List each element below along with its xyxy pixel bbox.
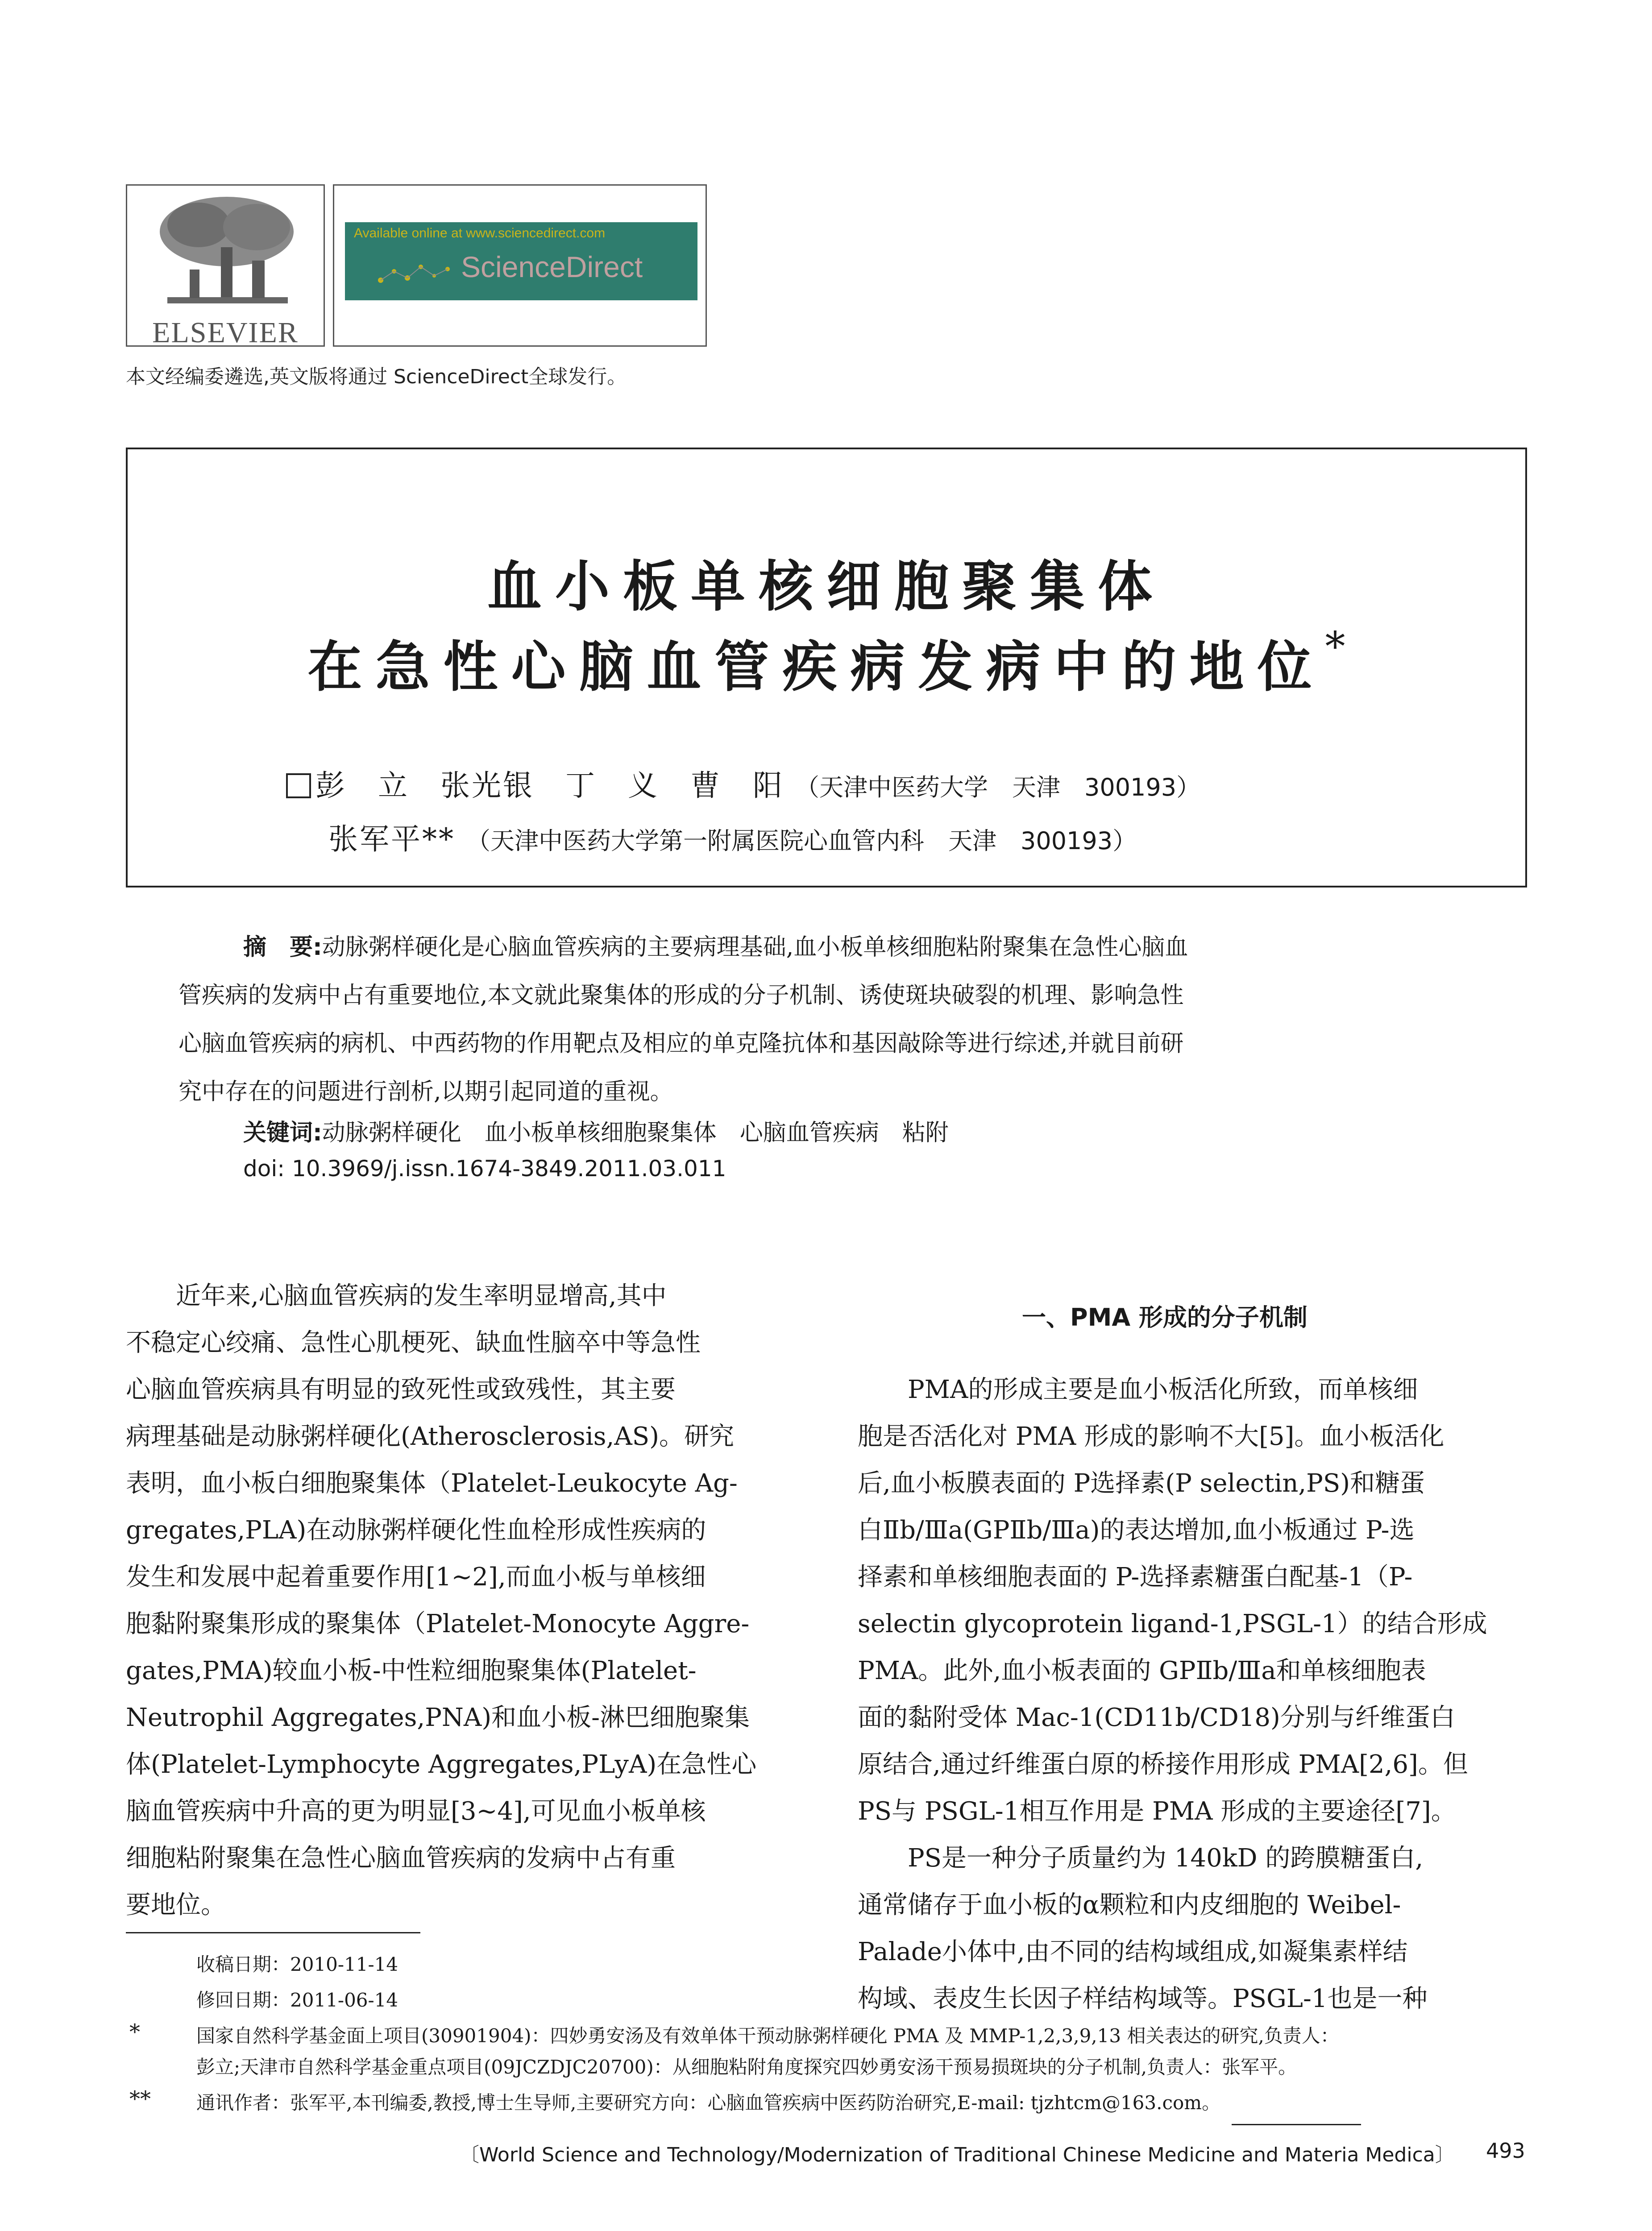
keywords-label: 关键词: <box>243 1120 322 1146</box>
body-line: PMA的形成主要是血小板活化所致，而单核细 <box>858 1375 1418 1404</box>
author-line-1 <box>286 762 1200 804</box>
body-line: 择素和单核细胞表面的 P-选择素糖蛋白配基-1（P- <box>858 1563 1413 1592</box>
body-line: 要地位。 <box>126 1891 226 1920</box>
doi: doi: 10.3969/j.issn.1674-3849.2011.03.011 <box>243 1156 726 1182</box>
title-box <box>126 448 1527 887</box>
author-affiliation-2: （天津中医药大学第一附属医院心血管内科 天津 300193） <box>466 827 1137 855</box>
body-line: 心脑血管疾病具有明显的致死性或致残性，其主要 <box>126 1375 676 1404</box>
footnote-end-rule <box>1232 2124 1361 2125</box>
sciencedirect-logo <box>333 184 707 347</box>
author-affiliation-1: （天津中医药大学 天津 300193） <box>795 773 1201 801</box>
correspondence-mark: ** <box>129 2086 151 2111</box>
author-names-1: 彭 立 张光银 丁 义 曹 阳 <box>315 768 784 803</box>
author-names-2: 张军平** <box>328 822 455 856</box>
body-line: 胞是否活化对 PMA 形成的影响不大[5]。血小板活化 <box>858 1422 1444 1451</box>
body-line: 发生和发展中起着重要作用[1~2],而血小板与单核细 <box>126 1563 706 1592</box>
body-line: 后,血小板膜表面的 P选择素(P selectin,PS)和糖蛋 <box>858 1469 1425 1498</box>
abstract-text: 动脉粥样硬化是心脑血管疾病的主要病理基础,血小板单核细胞粘附聚集在急性心脑血 <box>322 934 1188 961</box>
keywords-text: 动脉粥样硬化 血小板单核细胞聚集体 心脑血管疾病 粘附 <box>322 1120 949 1146</box>
fund-mark: * <box>129 2020 140 2044</box>
fund-line: 国家自然科学基金面上项目(30901904)：四妙勇安汤及有效单体干预动脉粥样硬化 PMA 及 MMP-1,2,3,9,13 相关表达的研究,负责人： <box>196 2025 1339 2047</box>
body-line: Neutrophil Aggregates,PNA)和血小板-淋巴细胞聚集 <box>126 1703 750 1732</box>
body-line: gregates,PLA)在动脉粥样硬化性血栓形成性疾病的 <box>126 1516 706 1545</box>
revised-date: 修回日期：2011-06-14 <box>196 1989 398 2011</box>
body-line: Palade小体中,由不同的结构域组成,如凝集素样结 <box>858 1937 1408 1966</box>
correspondence-line: 通讯作者：张军平,本刊编委,教授,博士生导师,主要研究方向：心脑血管疾病中医药防治研究,E-mail: tjzhtcm@163.com。 <box>196 2092 1221 2114</box>
sciencedirect-wordmark: ScienceDirect <box>461 250 643 283</box>
page-number: 493 <box>1486 2139 1525 2163</box>
received-date: 收稿日期：2010-11-14 <box>196 1953 398 1975</box>
body-line: 不稳定心绞痛、急性心肌梗死、缺血性脑卒中等急性 <box>126 1328 701 1357</box>
sciencedirect-availability: Available online at www.sciencedirect.com <box>354 226 606 241</box>
body-line: 细胞粘附聚集在急性心脑血管疾病的发病中占有重 <box>126 1844 676 1873</box>
abstract-label: 摘 要: <box>243 934 322 961</box>
body-line: PS是一种分子质量约为 140kD 的跨膜糖蛋白, <box>858 1844 1424 1873</box>
fund-line: 彭立;天津市自然科学基金重点项目(09JCZDJC20700)：从细胞粘附角度探究四妙勇安汤干预易损斑块的分子机制,负责人：张军平。 <box>196 2056 1297 2078</box>
body-line: 胞黏附聚集形成的聚集体（Platelet-Monocyte Aggre- <box>126 1609 750 1638</box>
elsevier-wordmark: ELSEVIER <box>152 316 299 349</box>
keywords-line <box>243 1114 949 1147</box>
body-line: selectin glycoprotein ligand-1,PSGL-1）的结合形成 <box>858 1609 1487 1638</box>
title-footnote-mark: * <box>1325 623 1345 670</box>
title-line-1-text: 血小板单核细胞聚集体 <box>487 554 1166 618</box>
body-line: PS与 PSGL-1相互作用是 PMA 形成的主要途径[7]。 <box>858 1797 1456 1826</box>
checkbox-icon <box>286 773 311 798</box>
body-line: 通常储存于血小板的α颗粒和内皮细胞的 Weibel- <box>858 1891 1401 1920</box>
section-heading: 一、PMA 形成的分子机制 <box>1022 1303 1307 1331</box>
footnote-rule <box>126 1932 420 1933</box>
body-line: 面的黏附受体 Mac-1(CD11b/CD18)分别与纤维蛋白 <box>858 1703 1455 1732</box>
elsevier-tree-icon <box>149 194 304 311</box>
body-line: 病理基础是动脉粥样硬化(Atherosclerosis,AS)。研究 <box>126 1422 734 1451</box>
body-line: 体(Platelet-Lymphocyte Aggregates,PLyA)在急性心 <box>126 1750 757 1779</box>
abstract-line: 心脑血管疾病的病机、中西药物的作用靶点及相应的单克隆抗体和基因敲除等进行综述,并就目前研 <box>178 1030 1184 1057</box>
sciencedirect-panel <box>345 222 697 300</box>
title-line-1 <box>128 543 1525 621</box>
body-line: 脑血管疾病中升高的更为明显[3~4],可见血小板单核 <box>126 1797 706 1826</box>
body-line: 近年来,心脑血管疾病的发生率明显增高,其中 <box>126 1281 667 1310</box>
distribution-note: 本文经编委遴选,英文版将通过 ScienceDirect全球发行。 <box>126 365 627 388</box>
body-line: 构域、表皮生长因子样结构域等。PSGL-1也是一种 <box>858 1984 1428 2013</box>
sciencedirect-dots-icon <box>372 253 457 294</box>
journal-name: 〔World Science and Technology/Modernization of Traditional Chinese Medicine and Materia Medica〕 <box>460 2144 1455 2166</box>
body-line: 白Ⅱb/Ⅲa(GPⅡb/Ⅲa)的表达增加,血小板通过 P-选 <box>858 1516 1415 1545</box>
abstract-line: 究中存在的问题进行剖析,以期引起同道的重视。 <box>178 1078 673 1105</box>
body-line: 原结合,通过纤维蛋白原的桥接作用形成 PMA[2,6]。但 <box>858 1750 1468 1779</box>
body-line: gates,PMA)较血小板-中性粒细胞聚集体(Platelet- <box>126 1656 697 1685</box>
abstract-line: 管疾病的发病中占有重要地位,本文就此聚集体的形成的分子机制、诱使斑块破裂的机理、影响急性 <box>178 982 1184 1009</box>
body-line: PMA。此外,血小板表面的 GPⅡb/Ⅲa和单核细胞表 <box>858 1656 1426 1685</box>
elsevier-logo <box>126 184 325 347</box>
title-line-2-text: 在急性心脑血管疾病发病中的地位 <box>307 634 1325 699</box>
author-line-2 <box>328 815 1137 858</box>
body-line: 表明，血小板白细胞聚集体（Platelet-Leukocyte Ag- <box>126 1469 738 1498</box>
abstract-line <box>243 928 1188 962</box>
title-line-2 <box>128 623 1525 701</box>
